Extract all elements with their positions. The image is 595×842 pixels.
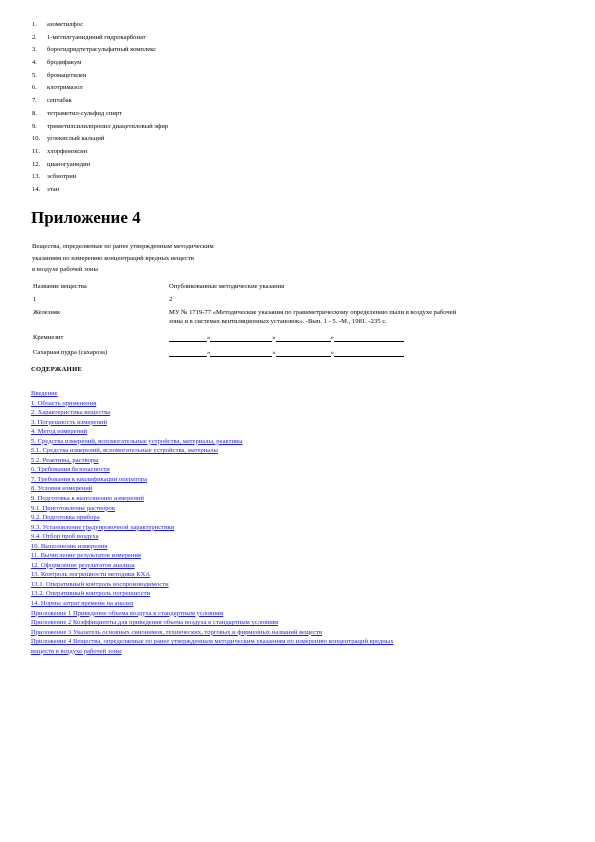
list-item [32,108,168,121]
toc-title: СОДЕРЖАНИЕ [31,366,83,373]
toc-item [31,637,394,647]
toc-link[interactable]: 4. Метод измерений [31,428,88,436]
table-header-row [31,282,561,291]
intro-line: указаниям по измерению концентраций вредных веществ [32,254,194,262]
toc-item [31,408,394,418]
list-item [32,133,168,146]
table-cell: 1 [33,296,37,303]
toc-link[interactable]: 10. Выполнение измерения [31,542,108,550]
toc-link[interactable]: 8. Условия измерений [31,485,93,493]
list-number: 7. [32,97,37,105]
table-cell: » » » [167,342,561,357]
list-item [32,121,168,134]
substance-table [31,282,561,357]
list-number: 10. [32,135,41,143]
blank-line [210,349,272,357]
list-number: 2. [32,33,37,41]
list-text: тетраметил-сульфид спирт [47,109,123,117]
table-cell: Сахарная пудра (сахароза) [33,349,108,356]
toc-item [31,609,394,619]
list-number: 1. [32,21,37,28]
blank-line [169,334,207,342]
toc-item [31,599,394,609]
table-cell: Кремнезит [33,334,64,341]
list-number: 8. [32,109,37,117]
list-item [32,32,168,45]
toc-item [31,427,394,437]
toc-link[interactable]: 5.2. Реактивы, растворы [31,456,99,464]
toc-link[interactable]: 2. Характеристика вещества [31,409,111,417]
blank-line [169,349,207,357]
toc-item [31,494,394,504]
toc-link[interactable]: 9. Подготовка к выполнению измерений [31,495,144,503]
table-header-cell: Название вещества [33,283,87,290]
table-row [31,304,561,326]
appendix-intro [32,241,332,276]
intro-line: Вещества, определяемые по ранее утвержденным методическим [32,243,214,250]
toc-item [31,446,394,456]
blank-line [276,349,331,357]
list-text: 1-метилгуанидиний гидрокарбонат [47,33,146,41]
toc-link[interactable]: Приложение 1 Приведение объема воздуха к стандартным условиям [31,609,224,617]
appendix-heading: Приложение 4 [31,208,141,227]
list-item [32,19,168,32]
blank-line [334,334,404,342]
toc-item [31,580,394,590]
list-number: 6. [32,84,37,92]
toc-item [31,475,394,485]
list-text: бромацетилен [47,71,87,79]
table-cell: Железняк [33,309,61,316]
toc-item [31,437,394,447]
toc-link[interactable]: 5. Средства измерений, вспомогательные устройства, материалы, реактивы [31,437,243,445]
toc-item [31,418,394,428]
list-text: эсбиотрин [47,173,77,181]
table-cell: » » » [167,326,561,342]
list-item [32,159,168,172]
list-item [32,146,168,159]
list-text: бродифакум [47,59,82,67]
toc-item [31,618,394,628]
list-item [32,171,168,184]
list-text: азометилфос [47,21,84,28]
toc-link[interactable]: 9.4. Отбор проб воздуха [31,533,99,541]
toc-link[interactable]: 3. Погрешность измерений [31,418,108,426]
toc-link[interactable]: 9.1. Приготовление растворов [31,504,115,512]
list-item [32,70,168,83]
toc-item [31,513,394,523]
toc-link[interactable]: 9.2. Подготовка прибора [31,514,100,522]
toc-item [31,504,394,514]
toc-link[interactable]: 13.2. Оперативный контроль погрешности [31,590,151,598]
toc-link[interactable]: 12. Оформление результатов анализа [31,561,135,569]
toc-item [31,542,394,552]
blank-line [334,349,404,357]
toc-link[interactable]: Приложение 2 Коэффициенты для приведения объема воздуха к стандартным условиям [31,619,279,627]
toc-link[interactable]: Приложение 4 Вещества, определяемые по ранее утвержденным методическим указаниям по измерению концентраций вредных [31,638,394,646]
toc-item [31,523,394,533]
table-row [31,342,561,357]
toc-link[interactable]: 13. Контроль погрешности методики КХА [31,571,151,579]
list-number: 9. [32,122,37,130]
list-item [32,44,168,57]
table-row [31,326,561,342]
list-text: триметилсилилпропил диацетиловый эфир [47,122,169,130]
toc-item [31,465,394,475]
toc-item [31,589,394,599]
substance-list [32,19,168,197]
toc-link[interactable]: веществ в воздухе рабочей зоны [31,647,122,655]
toc-link[interactable]: 13.1. Оперативный контроль воспроизводимости [31,580,169,588]
list-item [32,184,168,197]
toc-item [31,389,394,399]
list-number: 12. [32,160,41,168]
toc-link[interactable]: 6. Требования безопасности [31,466,110,474]
toc-item [31,551,394,561]
intro-line: в воздухе рабочей зоны [32,266,98,273]
list-number: 11. [32,147,40,155]
blank-line [276,334,331,342]
table-header-cell: Опубликованные методические указания [169,283,285,290]
reference-line: МУ № 1719-77 «Методические указания по гравиметрическому определению пыли в воздухе рабочей [169,309,457,316]
blank-line [210,334,272,342]
list-number: 5. [32,71,37,79]
toc-item [31,399,394,409]
toc-link[interactable]: 1. Область применения [31,399,97,407]
list-text: углекислый кальций [47,135,105,143]
toc-item [31,628,394,638]
reference-line: зоны и в системах вентиляционных установок». -Вып. 1 - 5. -М., 1981. -235 с. [169,318,387,325]
toc-item [31,561,394,571]
list-number: 13. [32,173,41,181]
toc-item [31,570,394,580]
toc-item [31,484,394,494]
table-of-contents [31,389,394,656]
list-number: 14. [32,185,41,193]
toc-item [31,647,394,657]
table-cell: 2 [169,296,173,303]
list-text: борогидридтетрасульфатный комплекс [47,46,157,54]
toc-link[interactable]: Приложение 3 Указатель основных синонимов, технических, торговых и фирменных названий веществ [31,628,323,636]
list-text: этан [47,185,60,193]
list-text: септабак [47,97,72,105]
toc-link[interactable]: 11. Вычисление результатов измерения [31,552,141,560]
list-text: хлорфеноксин [47,147,88,155]
list-item [32,57,168,70]
list-text: цианогуанидин [47,160,91,168]
toc-item [31,456,394,466]
toc-link[interactable]: Введение [31,390,58,397]
toc-link[interactable]: 9.3. Установление градуировочной характеристики [31,523,175,531]
list-text: клотримазол [47,84,83,92]
toc-link[interactable]: 14. Нормы затрат времени на анализ [31,600,134,608]
toc-link[interactable]: 5.1. Средства измерений, вспомогательные устройства, материалы [31,447,218,455]
table-cell [167,304,561,326]
list-number: 4. [32,59,37,67]
table-number-row [31,291,561,304]
toc-link[interactable]: 7. Требования к квалификации оператора [31,475,148,483]
toc-item [31,532,394,542]
list-item [32,82,168,95]
list-number: 3. [32,46,37,54]
list-item [32,95,168,108]
